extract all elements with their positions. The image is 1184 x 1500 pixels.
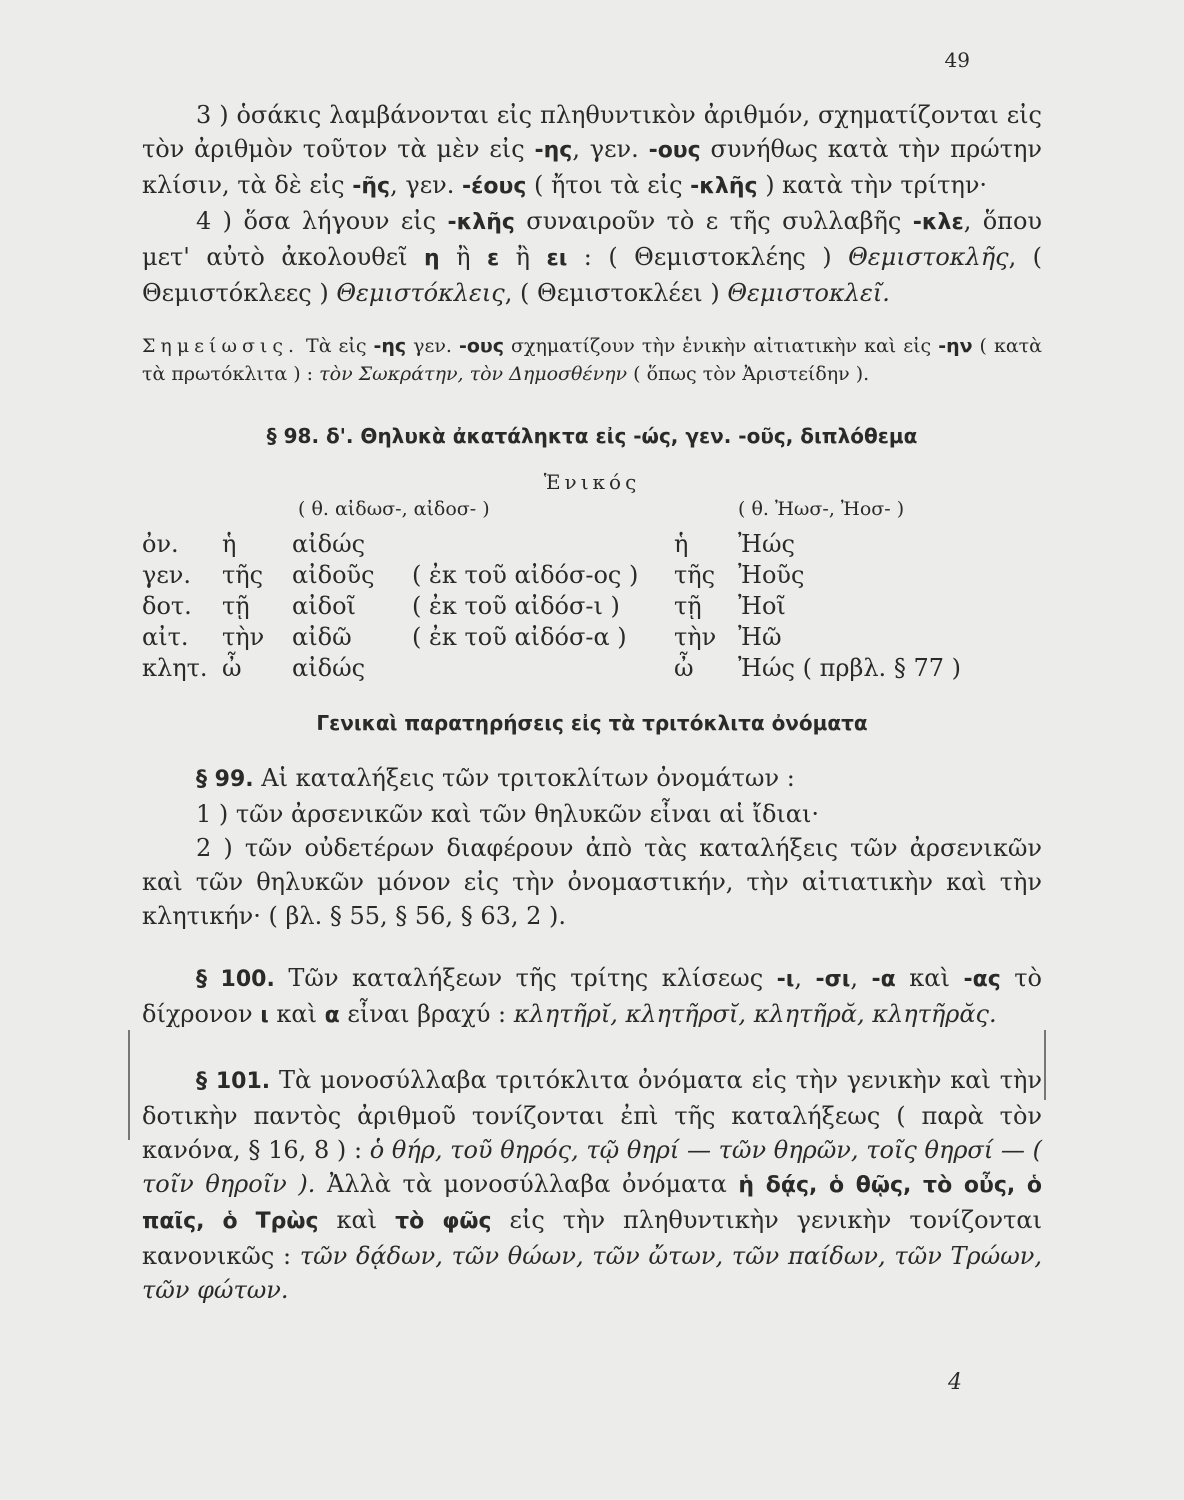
article: τὴν bbox=[674, 623, 717, 651]
note-paragraph: Σημείωσις. Τὰ εἰς -ης γεν. -ους σχηματίζουν τὴν ἑνικὴν αἰτιατικὴν καὶ εἰς -ην ( κατὰ τὰ πρωτόκλιτα ) : τὸν Σωκράτην, τὸν Δημοσθένην ( ὅπως τὸν Ἀριστείδην ). bbox=[142, 335, 1042, 385]
item-4: 4 ) ὅσα λήγουν εἰς -κλῆς συναιροῦν τὸ ε τῆς συλλαβῆς -κλε, ὅπου μετ' αὐτὸ ἀκολουθεῖ η ἢ ε ἢ ει : ( Θεμιστοκλέης ) Θεμιστοκλῆς, ( Θεμιστόκλεες ) Θεμιστόκλεις, ( Θεμιστοκλέει ) Θεμιστοκλεῖ. bbox=[142, 207, 1043, 307]
form-eos: Ἠοῦς bbox=[738, 561, 805, 589]
derivation: ( ἐκ τοῦ αἰδόσ-α ) bbox=[412, 623, 627, 651]
margin-mark-left bbox=[128, 1030, 130, 1140]
case-label: δοτ. bbox=[142, 592, 192, 620]
case-label: ὀν. bbox=[142, 530, 179, 558]
section-number: § 99. bbox=[196, 767, 254, 792]
derivation: ( ἐκ τοῦ αἰδόσ-ι ) bbox=[412, 592, 620, 620]
form-aidos: αἰδώς bbox=[292, 654, 366, 682]
section-99: § 99. Αἱ καταλήξεις τῶν τριτοκλίτων ὀνομάτων : bbox=[196, 764, 795, 792]
page-number: 49 bbox=[944, 48, 970, 72]
article: τῇ bbox=[222, 592, 250, 620]
form-aidos: αἰδῶ bbox=[292, 623, 352, 651]
stem-aidos: ( θ. αἰδωσ-, αἰδοσ- ) bbox=[298, 498, 490, 520]
singular-label: Ἑνικός bbox=[543, 470, 641, 494]
article: ἡ bbox=[674, 530, 689, 558]
margin-mark-right bbox=[1044, 1030, 1046, 1100]
section-99-item-2: 2 ) τῶν οὐδετέρων διαφέρουν ἀπὸ τὰς καταλήξεις τῶν ἀρσενικῶν καὶ τῶν θηλυκῶν μόνον εἰς τὴν ὀνομαστικήν, τὴν αἰτιατικὴν καὶ τὴν κλητικήν· ( βλ. § 55, § 56, § 63, 2 ). bbox=[142, 834, 1042, 930]
form-aidos: αἰδώς bbox=[292, 530, 366, 558]
section-98-heading: § 98. δ'. Θηλυκὰ ἀκατάληκτα εἰς -ώς, γεν. -οῦς, διπλόθεμα bbox=[266, 424, 918, 448]
article: τὴν bbox=[222, 623, 265, 651]
table-row bbox=[142, 623, 1038, 654]
form-eos: Ἠώς ( πρβλ. § 77 ) bbox=[738, 654, 961, 682]
page-body bbox=[142, 98, 1042, 1307]
section-number: § 101. bbox=[196, 1069, 271, 1094]
form-eos: Ἠοῖ bbox=[738, 592, 786, 620]
derivation bbox=[412, 654, 674, 685]
case-label: γεν. bbox=[142, 561, 191, 589]
declension-table bbox=[142, 530, 1038, 685]
stems-row bbox=[142, 498, 1042, 528]
section-100: § 100. Τῶν καταλήξεων τῆς τρίτης κλίσεως -ι, -σι, -α καὶ -ας τὸ δίχρονον ι καὶ α εἶναι βραχύ : κλητῆρῐ, κλητῆρσῐ, κλητῆρᾰ, κλητῆρᾰς. bbox=[142, 964, 1042, 1028]
case-label: κλητ. bbox=[142, 654, 208, 682]
note-label: Σημείωσις. bbox=[142, 335, 300, 357]
section-number: § 100. bbox=[196, 967, 275, 992]
article: ἡ bbox=[222, 530, 237, 558]
article: ὦ bbox=[674, 654, 694, 682]
signature-mark: 4 bbox=[948, 1370, 962, 1395]
article: ὦ bbox=[222, 654, 242, 682]
article: τῆς bbox=[674, 561, 716, 589]
section-99-item-1: 1 ) τῶν ἀρσενικῶν καὶ τῶν θηλυκῶν εἶναι αἱ ἴδιαι· bbox=[196, 800, 820, 828]
form-aidos: αἰδοῦς bbox=[292, 561, 375, 589]
form-aidos: αἰδοῖ bbox=[292, 592, 356, 620]
form-eos: Ἠῶ bbox=[738, 623, 782, 651]
form-eos: Ἠώς bbox=[738, 530, 795, 558]
table-row bbox=[142, 592, 1038, 623]
table-row bbox=[142, 530, 1038, 561]
table-row bbox=[142, 654, 1038, 685]
general-remarks-heading: Γενικαὶ παρατηρήσεις εἰς τὰ τριτόκλιτα ὀνόματα bbox=[316, 711, 868, 735]
article: τῆς bbox=[222, 561, 264, 589]
case-label: αἰτ. bbox=[142, 623, 189, 651]
derivation: ( ἐκ τοῦ αἰδόσ-ος ) bbox=[412, 561, 639, 589]
section-101: § 101. Τὰ μονοσύλλαβα τριτόκλιτα ὀνόματα εἰς τὴν γενικὴν καὶ τὴν δοτικὴν παντὸς ἀριθμοῦ τονίζονται ἐπὶ τῆς καταλήξεως ( παρὰ τὸν κανόνα, § 16, 8 ) : ὁ θήρ, τοῦ θηρός, τῷ θηρί — τῶν θηρῶν, τοῖς θηρσί — ( τοῖν θηροῖν ). Ἀλλὰ τὰ μονοσύλλαβα ὀνόματα ἡ δᾴς, ὁ θῷς, τὸ οὖς, ὁ παῖς, ὁ Τρὼς καὶ τὸ φῶς εἰς τὴν πληθυντικὴν γενικὴν τονίζονται κανονικῶς : τῶν δᾴδων, τῶν θώων, τῶν ὤτων, τῶν παίδων, τῶν Τρώων, τῶν φώτων. bbox=[142, 1066, 1043, 1304]
item-3: 3 ) ὁσάκις λαμβάνονται εἰς πληθυντικὸν ἀριθμόν, σχηματίζονται εἰς τὸν ἀριθμὸν τοῦτον τὰ μὲν εἰς -ης, γεν. -ους συνήθως κατὰ τὴν πρώτην κλίσιν, τὰ δὲ εἰς -ῆς, γεν. -έους ( ἤτοι τὰ εἰς -κλῆς ) κατὰ τὴν τρίτην· bbox=[142, 101, 1042, 199]
article: τῇ bbox=[674, 592, 702, 620]
table-row bbox=[142, 561, 1038, 592]
stem-eos: ( θ. Ἠωσ-, Ἠοσ- ) bbox=[738, 498, 905, 520]
derivation bbox=[412, 530, 674, 561]
